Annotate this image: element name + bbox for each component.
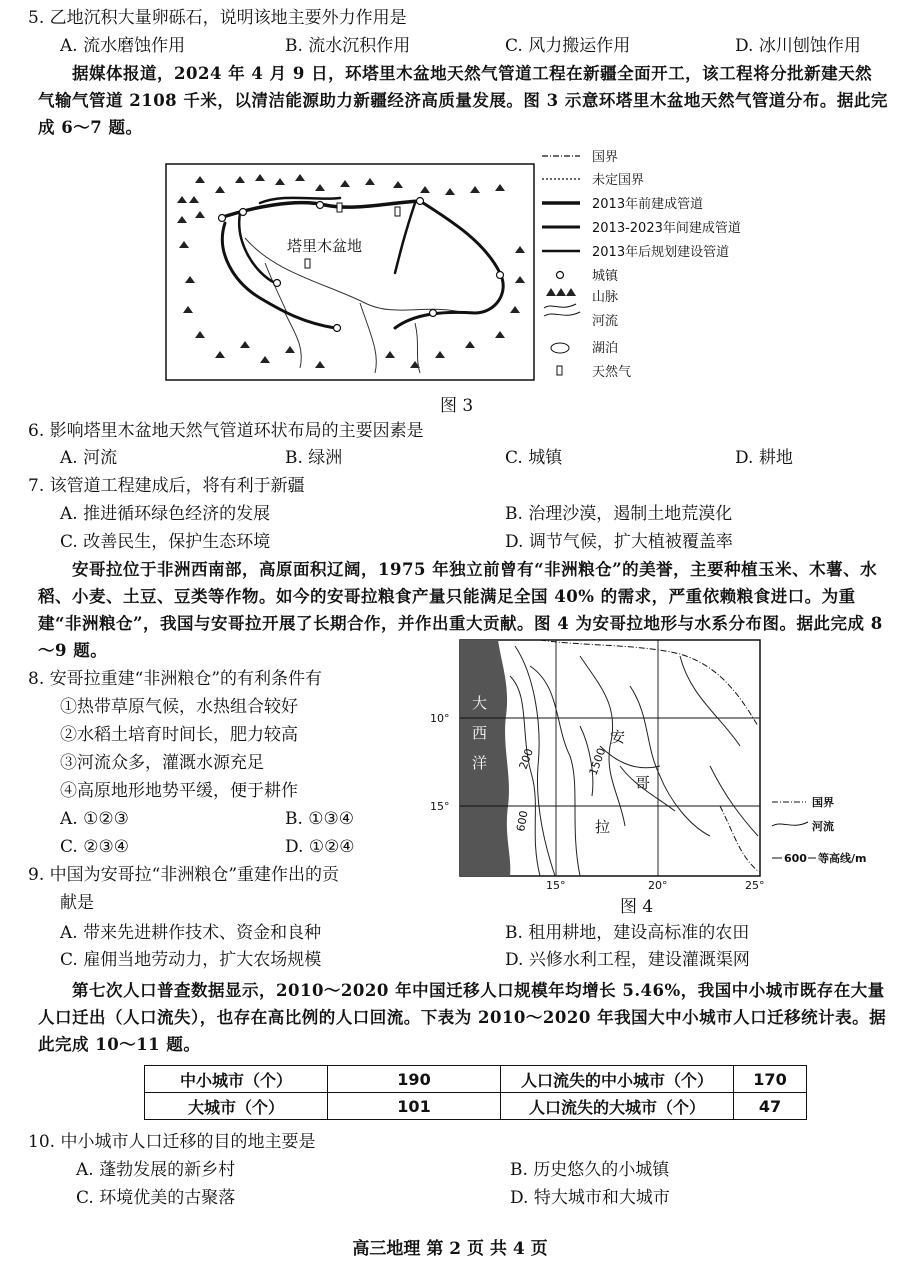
table-cell: 47 [734,1093,807,1120]
country-label-1: 安 [610,728,626,746]
lon-label-20: 20° [648,879,668,892]
q7-option-b: B. 治理沙漠，遏制土地荒漠化 [505,504,733,524]
q10-option-c: C. 环境优美的古聚落 [76,1188,236,1208]
ocean-label-2: 西 [472,724,488,742]
legend-gas: 天然气 [592,365,632,380]
passage-tarim: 据媒体报道，2024 年 4 月 9 日，环塔里木盆地天然气管道工程在新疆全面开工，该工程将分批新建天然气输气管道 2108 千米，以清洁能源助力新疆经济高质量发展。图 3 示意环塔里木盆地天然气管道分布。据此完成 6～7 题。 [38,64,888,137]
table-cell: 大城市（个） [145,1093,328,1120]
contour-label-200: 200 [516,746,537,772]
q9-option-d: D. 兴修水利工程，建设灌溉渠网 [505,950,750,970]
page-footer: 高三地理 第 2 页 共 4 页 [352,1239,548,1259]
q9-stem-line1: 9. 中国为安哥拉“非洲粮仓”重建作出的贡 [28,865,340,885]
q9-option-a: A. 带来先进耕作技术、资金和良种 [60,923,322,943]
q6-option-a: A. 河流 [60,448,118,468]
q5-option-c: C. 风力搬运作用 [505,36,631,56]
fig4-legend-contour-value: 600 [784,852,807,865]
legend-river: 河流 [592,314,619,329]
fig4-legend-river: 河流 [812,820,834,833]
country-label-2: 哥 [635,774,651,792]
q8-option-d: D. ①②④ [285,837,355,857]
figure-3-map [165,163,535,381]
contour-label-600: 600 [514,809,531,833]
legend-lake: 湖泊 [592,341,619,356]
legend-pipeline-pre2013: 2013年前建成管道 [592,197,704,212]
migration-stats-table [144,1065,807,1120]
q9-option-c: C. 雇佣当地劳动力，扩大农场规模 [60,950,322,970]
q5-option-d: D. 冰川刨蚀作用 [735,36,861,56]
q8-item-3: ③河流众多，灌溉水源充足 [60,753,264,773]
fig4-legend-contour: 等高线/m [818,852,867,865]
legend-mountain: 山脉 [592,290,619,305]
q5-option-a: A. 流水磨蚀作用 [60,36,186,56]
figure-4-caption: 图 4 [620,897,654,917]
table-cell: 101 [328,1093,501,1120]
q8-option-b: B. ①③④ [285,809,355,829]
figure-4-legend [772,795,866,865]
ocean-label-1: 大 [472,694,488,712]
legend-weiding-guojie: 未定国界 [592,173,645,188]
figure-3-caption: 图 3 [440,396,474,416]
legend-guojie: 国界 [592,150,619,165]
q6-option-c: C. 城镇 [505,448,563,468]
q8-stem: 8. 安哥拉重建“非洲粮仓”的有利条件有 [28,669,323,689]
table-cell: 人口流失的中小城市（个） [501,1066,734,1093]
ocean-label-3: 洋 [472,754,488,772]
q8-item-4: ④高原地形地势平缓，便于耕作 [60,781,298,801]
country-label-3: 拉 [595,818,611,836]
figure-3-legend [540,146,780,382]
q6-option-b: B. 绿洲 [285,448,343,468]
figure-4-map [420,636,890,898]
q8-item-1: ①热带草原气候，水热组合较好 [60,697,298,717]
q8-item-2: ②水稻土培育时间长，肥力较高 [60,725,298,745]
passage-migration: 第七次人口普查数据显示，2010～2020 年中国迁移人口规模年均增长 5.46%，我国中小城市既存在大量人口迁出（人口流失），也存在高比例的人口回流。下表为 2010～2020 年我国大中小城市人口迁移统计表。据此完成 10～11 题。 [38,981,887,1054]
q10-option-a: A. 蓬勃发展的新乡村 [76,1160,236,1180]
table-row [145,1066,807,1093]
q6-stem: 6. 影响塔里木盆地天然气管道环状布局的主要因素是 [28,421,424,441]
lon-label-25: 25° [745,879,765,892]
q9-option-b: B. 租用耕地，建设高标准的农田 [505,923,750,943]
q8-option-c: C. ②③④ [60,837,129,857]
basin-label: 塔里木盆地 [287,237,363,255]
q5-option-b: B. 流水沉积作用 [285,36,411,56]
table-cell: 170 [734,1066,807,1093]
q8-option-a: A. ①②③ [60,809,129,829]
q10-stem: 10. 中小城市人口迁移的目的地主要是 [28,1132,316,1152]
legend-pipeline-2013-2023: 2013-2023年间建成管道 [592,221,741,236]
lat-label-10: 10° [430,712,450,725]
contour-label-1500: 1500 [586,746,609,778]
lat-label-15: 15° [430,800,450,813]
q7-stem: 7. 该管道工程建成后，将有利于新疆 [28,476,305,496]
legend-pipeline-planned: 2013年后规划建设管道 [592,245,730,260]
q10-option-d: D. 特大城市和大城市 [510,1188,670,1208]
q7-option-c: C. 改善民生，保护生态环境 [60,532,271,552]
lon-label-15: 15° [546,879,566,892]
table-row [145,1093,807,1120]
q5-stem: 5. 乙地沉积大量卵砾石，说明该地主要外力作用是 [28,8,407,28]
q7-option-d: D. 调节气候，扩大植被覆盖率 [505,532,733,552]
q9-stem-line2: 献是 [60,893,94,913]
table-cell: 中小城市（个） [145,1066,328,1093]
q6-option-d: D. 耕地 [735,448,793,468]
fig4-legend-border: 国界 [812,796,834,809]
q10-option-b: B. 历史悠久的小城镇 [510,1160,670,1180]
legend-town: 城镇 [592,269,619,284]
table-cell: 190 [328,1066,501,1093]
table-cell: 人口流失的大城市（个） [501,1093,734,1120]
passage-angola: 安哥拉位于非洲西南部，高原面积辽阔，1975 年独立前曾有“非洲粮仓”的美誉，主要种植玉米、木薯、水稻、小麦、土豆、豆类等作物。如今的安哥拉粮食产量只能满足全国 40% 的需求，严重依赖粮食进口。为重建“非洲粮仓”，我国与安哥拉开展了长期合作，并作出重大贡献。图 4 为安哥拉地形与水系分布图。据此完成 8～9 题。 [38,560,883,660]
q7-option-a: A. 推进循环绿色经济的发展 [60,504,271,524]
